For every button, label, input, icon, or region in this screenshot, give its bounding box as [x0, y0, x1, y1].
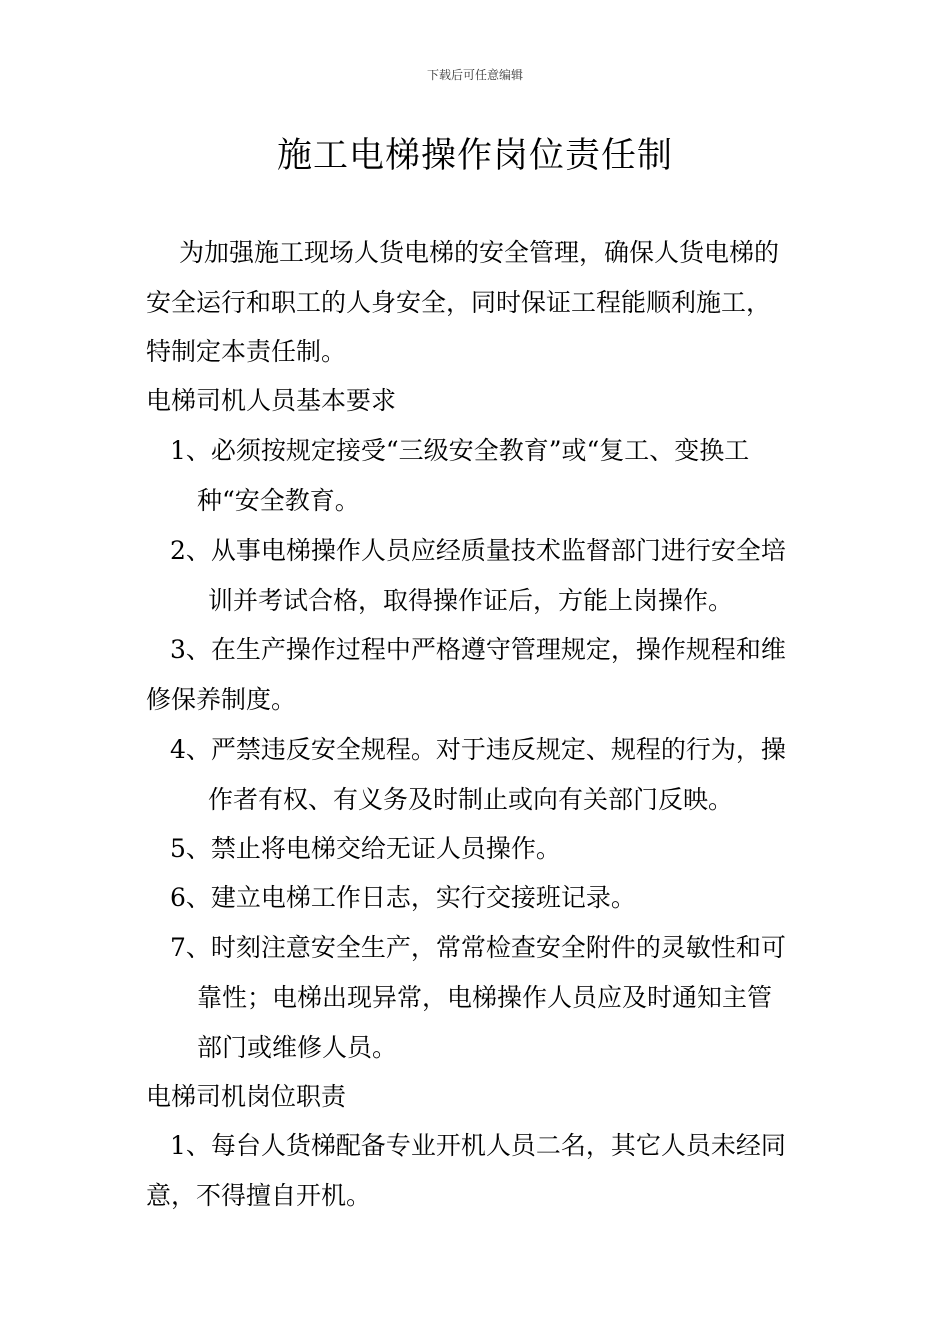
- page-title: 施工电梯操作岗位责任制: [276, 136, 673, 176]
- intro-line-3: 特制定本责任制。: [146, 337, 347, 366]
- requirement-1-line-1: 1、必须按规定接受“三级安全教育”或“复工、变换工: [170, 436, 750, 465]
- intro-line-2: 安全运行和职工的人身安全，同时保证工程能顺利施工，: [146, 288, 772, 317]
- intro-line-1: 为加强施工现场人货电梯的安全管理，确保人货电梯的: [179, 238, 780, 267]
- duty-1-line-1: 1、每台人货梯配备专业开机人员二名，其它人员未经同: [170, 1131, 786, 1160]
- requirement-1-line-2: 种“安全教育。: [197, 486, 360, 515]
- requirement-3-line-1: 3、在生产操作过程中严格遵守管理规定，操作规程和维: [170, 635, 786, 664]
- requirement-4-line-1: 4、严禁违反安全规程。对于违反规定、规程的行为，操: [170, 735, 786, 764]
- requirement-5: 5、禁止将电梯交给无证人员操作。: [170, 834, 561, 863]
- duty-1-line-2: 意，不得擅自开机。: [146, 1181, 372, 1210]
- requirement-6: 6、建立电梯工作日志，实行交接班记录。: [170, 883, 636, 912]
- section-heading-duties: 电梯司机岗位职责: [146, 1082, 347, 1111]
- requirement-7-line-2: 靠性；电梯出现异常，电梯操作人员应及时通知主管: [197, 983, 773, 1012]
- requirement-2-line-2: 训并考试合格，取得操作证后，方能上岗操作。: [208, 586, 734, 615]
- section-heading-requirements: 电梯司机人员基本要求: [146, 386, 397, 415]
- requirement-7-line-1: 7、时刻注意安全生产，常常检查安全附件的灵敏性和可: [170, 933, 786, 962]
- requirement-7-line-3: 部门或维修人员。: [197, 1033, 398, 1062]
- header-note: 下载后可任意编辑: [426, 68, 523, 82]
- requirement-2-line-1: 2、从事电梯操作人员应经质量技术监督部门进行安全培: [170, 536, 786, 565]
- requirement-4-line-2: 作者有权、有义务及时制止或向有关部门反映。: [208, 785, 734, 814]
- requirement-3-line-2: 修保养制度。: [146, 685, 297, 714]
